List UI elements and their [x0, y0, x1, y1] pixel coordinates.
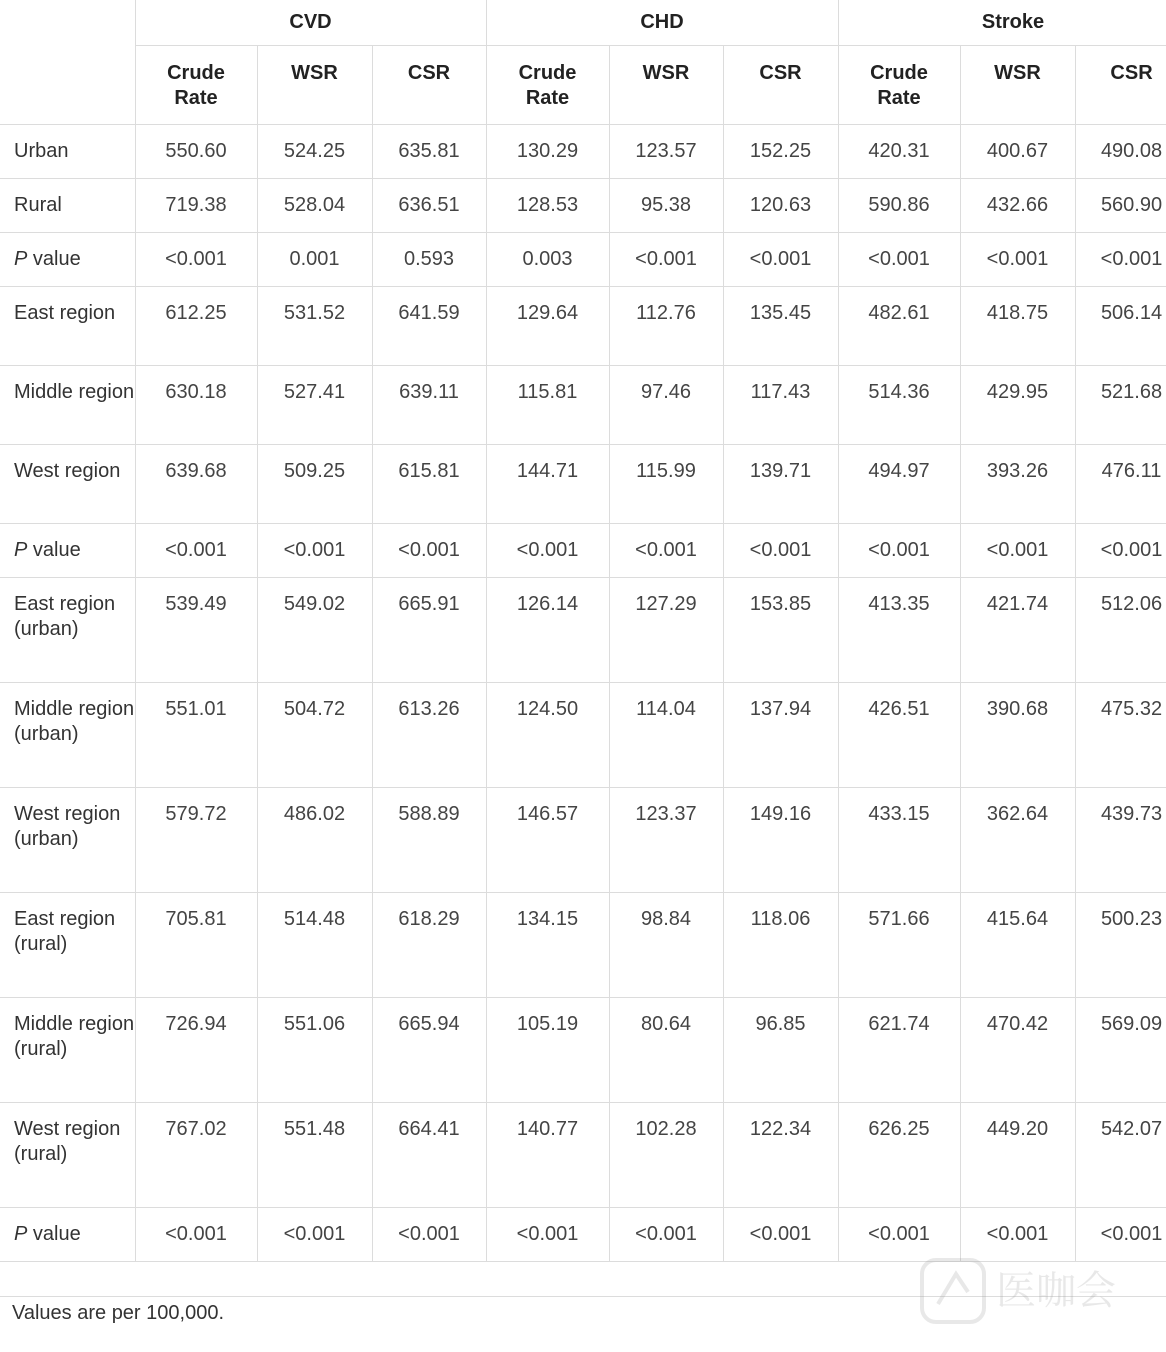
table-cell: <0.001: [1075, 524, 1166, 578]
table-row: [0, 893, 1166, 998]
table-cell: <0.001: [486, 524, 609, 578]
table-cell: 618.29: [372, 893, 486, 998]
table-cell: 486.02: [257, 788, 372, 893]
table-cell: <0.001: [960, 524, 1075, 578]
table-cell: 128.53: [486, 179, 609, 233]
table-cell: <0.001: [372, 524, 486, 578]
table-cell: 527.41: [257, 366, 372, 445]
table-cell: <0.001: [372, 1208, 486, 1262]
table-cell: 569.09: [1075, 998, 1166, 1103]
table-cell: 120.63: [723, 179, 838, 233]
table-cell: 390.68: [960, 683, 1075, 788]
table-row: [0, 788, 1166, 893]
table-cell: 139.71: [723, 445, 838, 524]
table-cell: 579.72: [135, 788, 257, 893]
table-cell: <0.001: [960, 233, 1075, 287]
table-cell: <0.001: [838, 1208, 960, 1262]
table-cell: 152.25: [723, 125, 838, 179]
table-cell: 590.86: [838, 179, 960, 233]
table-cell: 123.37: [609, 788, 723, 893]
table-cell: 124.50: [486, 683, 609, 788]
table-cell: 524.25: [257, 125, 372, 179]
table-row: [0, 578, 1166, 683]
table-cell: 134.15: [486, 893, 609, 998]
table-cell: 615.81: [372, 445, 486, 524]
table-cell: <0.001: [723, 524, 838, 578]
table-cell: 504.72: [257, 683, 372, 788]
table-cell: 432.66: [960, 179, 1075, 233]
row-label: Rural: [0, 179, 135, 233]
table-cell: 482.61: [838, 287, 960, 366]
column-header: WSR: [960, 46, 1075, 125]
group-header-chd: CHD: [486, 0, 838, 46]
table-cell: 115.81: [486, 366, 609, 445]
p-italic: P: [14, 248, 28, 270]
table-cell: 95.38: [609, 179, 723, 233]
table-row: [0, 233, 1166, 287]
table-cell: 475.32: [1075, 683, 1166, 788]
row-label: Middle region: [0, 366, 135, 445]
table-cell: 140.77: [486, 1103, 609, 1208]
table-cell: 551.06: [257, 998, 372, 1103]
table-cell: 542.07: [1075, 1103, 1166, 1208]
table-row: [0, 366, 1166, 445]
table-cell: 549.02: [257, 578, 372, 683]
table-cell: 115.99: [609, 445, 723, 524]
row-label: Urban: [0, 125, 135, 179]
table-cell: 531.52: [257, 287, 372, 366]
table-cell: 97.46: [609, 366, 723, 445]
table-cell: <0.001: [257, 1208, 372, 1262]
table-cell: 635.81: [372, 125, 486, 179]
table-cell: 612.25: [135, 287, 257, 366]
table-cell: 665.94: [372, 998, 486, 1103]
row-label: East region (rural): [0, 893, 135, 998]
table-cell: 102.28: [609, 1103, 723, 1208]
table-cell: <0.001: [257, 524, 372, 578]
table-row: [0, 1103, 1166, 1208]
table-cell: 130.29: [486, 125, 609, 179]
table-cell: <0.001: [609, 233, 723, 287]
p-italic: P: [14, 539, 28, 561]
table-cell: 571.66: [838, 893, 960, 998]
table-cell: 126.14: [486, 578, 609, 683]
column-header: CSR: [372, 46, 486, 125]
table-cell: 630.18: [135, 366, 257, 445]
table-cell: 127.29: [609, 578, 723, 683]
table-cell: 123.57: [609, 125, 723, 179]
column-header: Crude Rate: [135, 46, 257, 125]
table-cell: 118.06: [723, 893, 838, 998]
table-cell: 149.16: [723, 788, 838, 893]
table-row: [0, 179, 1166, 233]
table-cell: 664.41: [372, 1103, 486, 1208]
table-cell: 705.81: [135, 893, 257, 998]
table-cell: <0.001: [135, 233, 257, 287]
table-cell: 512.06: [1075, 578, 1166, 683]
group-header-stroke: Stroke: [838, 0, 1166, 46]
table-cell: <0.001: [960, 1208, 1075, 1262]
table-cell: 490.08: [1075, 125, 1166, 179]
p-italic: P: [14, 1223, 28, 1245]
table-cell: <0.001: [723, 233, 838, 287]
table-cell: 117.43: [723, 366, 838, 445]
column-header: CSR: [1075, 46, 1166, 125]
table-cell: 153.85: [723, 578, 838, 683]
table-cell: 665.91: [372, 578, 486, 683]
column-header: Crude Rate: [838, 46, 960, 125]
table-cell: 420.31: [838, 125, 960, 179]
row-label: West region: [0, 445, 135, 524]
table-cell: <0.001: [838, 233, 960, 287]
table-cell: 80.64: [609, 998, 723, 1103]
table-cell: 98.84: [609, 893, 723, 998]
table-cell: 528.04: [257, 179, 372, 233]
table-cell: 137.94: [723, 683, 838, 788]
table-cell: 400.67: [960, 125, 1075, 179]
table-cell: 122.34: [723, 1103, 838, 1208]
table-cell: 726.94: [135, 998, 257, 1103]
table-cell: 96.85: [723, 998, 838, 1103]
p-value-suffix: value: [27, 1223, 81, 1245]
table-row: [0, 998, 1166, 1103]
table-cell: <0.001: [135, 524, 257, 578]
table-cell: 112.76: [609, 287, 723, 366]
row-label: East region (urban): [0, 578, 135, 683]
table-cell: 0.001: [257, 233, 372, 287]
table-cell: 433.15: [838, 788, 960, 893]
row-label: Middle region (rural): [0, 998, 135, 1103]
table-cell: 521.68: [1075, 366, 1166, 445]
column-header: Crude Rate: [486, 46, 609, 125]
table-row: [0, 524, 1166, 578]
table-cell: 429.95: [960, 366, 1075, 445]
table-cell: 613.26: [372, 683, 486, 788]
table-cell: <0.001: [609, 524, 723, 578]
table-cell: 550.60: [135, 125, 257, 179]
table-cell: 514.36: [838, 366, 960, 445]
table-cell: 506.14: [1075, 287, 1166, 366]
column-header: CSR: [723, 46, 838, 125]
table-cell: 421.74: [960, 578, 1075, 683]
column-header: WSR: [609, 46, 723, 125]
table-cell: 449.20: [960, 1103, 1075, 1208]
table-body: [0, 125, 1166, 1262]
table-cell: <0.001: [135, 1208, 257, 1262]
table-row: [0, 287, 1166, 366]
table-cell: 509.25: [257, 445, 372, 524]
table-cell: 539.49: [135, 578, 257, 683]
table-cell: 418.75: [960, 287, 1075, 366]
table-cell: 413.35: [838, 578, 960, 683]
row-label: West region (urban): [0, 788, 135, 893]
table-cell: 588.89: [372, 788, 486, 893]
table-cell: <0.001: [486, 1208, 609, 1262]
table-cell: 105.19: [486, 998, 609, 1103]
table-cell: 439.73: [1075, 788, 1166, 893]
table-cell: 551.01: [135, 683, 257, 788]
table-cell: 551.48: [257, 1103, 372, 1208]
table-cell: 0.593: [372, 233, 486, 287]
table-cell: 719.38: [135, 179, 257, 233]
p-value-suffix: value: [27, 248, 81, 270]
table-cell: 639.68: [135, 445, 257, 524]
table-cell: <0.001: [838, 524, 960, 578]
table-cell: 494.97: [838, 445, 960, 524]
table-cell: 767.02: [135, 1103, 257, 1208]
table-cell: 114.04: [609, 683, 723, 788]
table-cell: 626.25: [838, 1103, 960, 1208]
corner-cell: [0, 0, 135, 125]
table-footnote: Values are per 100,000.: [0, 1296, 1166, 1325]
table-cell: <0.001: [723, 1208, 838, 1262]
table-row: [0, 683, 1166, 788]
table-cell: 415.64: [960, 893, 1075, 998]
table-cell: 129.64: [486, 287, 609, 366]
table-cell: 641.59: [372, 287, 486, 366]
table-row: [0, 445, 1166, 524]
column-header: WSR: [257, 46, 372, 125]
table-cell: 500.23: [1075, 893, 1166, 998]
table-cell: 476.11: [1075, 445, 1166, 524]
watermark-text: 医咖会: [996, 1268, 1116, 1314]
row-label: [0, 1208, 135, 1262]
table-cell: 144.71: [486, 445, 609, 524]
table-cell: 470.42: [960, 998, 1075, 1103]
table-cell: <0.001: [1075, 233, 1166, 287]
table-row: [0, 125, 1166, 179]
row-label: West region (rural): [0, 1103, 135, 1208]
table-cell: 426.51: [838, 683, 960, 788]
row-label: [0, 524, 135, 578]
table-cell: 639.11: [372, 366, 486, 445]
row-label: Middle region (urban): [0, 683, 135, 788]
table-cell: 621.74: [838, 998, 960, 1103]
table-cell: 146.57: [486, 788, 609, 893]
table-cell: <0.001: [609, 1208, 723, 1262]
table-cell: 362.64: [960, 788, 1075, 893]
table-cell: 636.51: [372, 179, 486, 233]
table-row: [0, 1208, 1166, 1262]
group-header-cvd: CVD: [135, 0, 486, 46]
table-cell: 135.45: [723, 287, 838, 366]
row-label: [0, 233, 135, 287]
table-cell: 560.90: [1075, 179, 1166, 233]
table-cell: 0.003: [486, 233, 609, 287]
table-cell: 393.26: [960, 445, 1075, 524]
sub-header-row: [0, 46, 1166, 125]
row-label: East region: [0, 287, 135, 366]
p-value-suffix: value: [27, 539, 81, 561]
group-header-row: [0, 0, 1166, 46]
table-cell: 514.48: [257, 893, 372, 998]
table-cell: <0.001: [1075, 1208, 1166, 1262]
